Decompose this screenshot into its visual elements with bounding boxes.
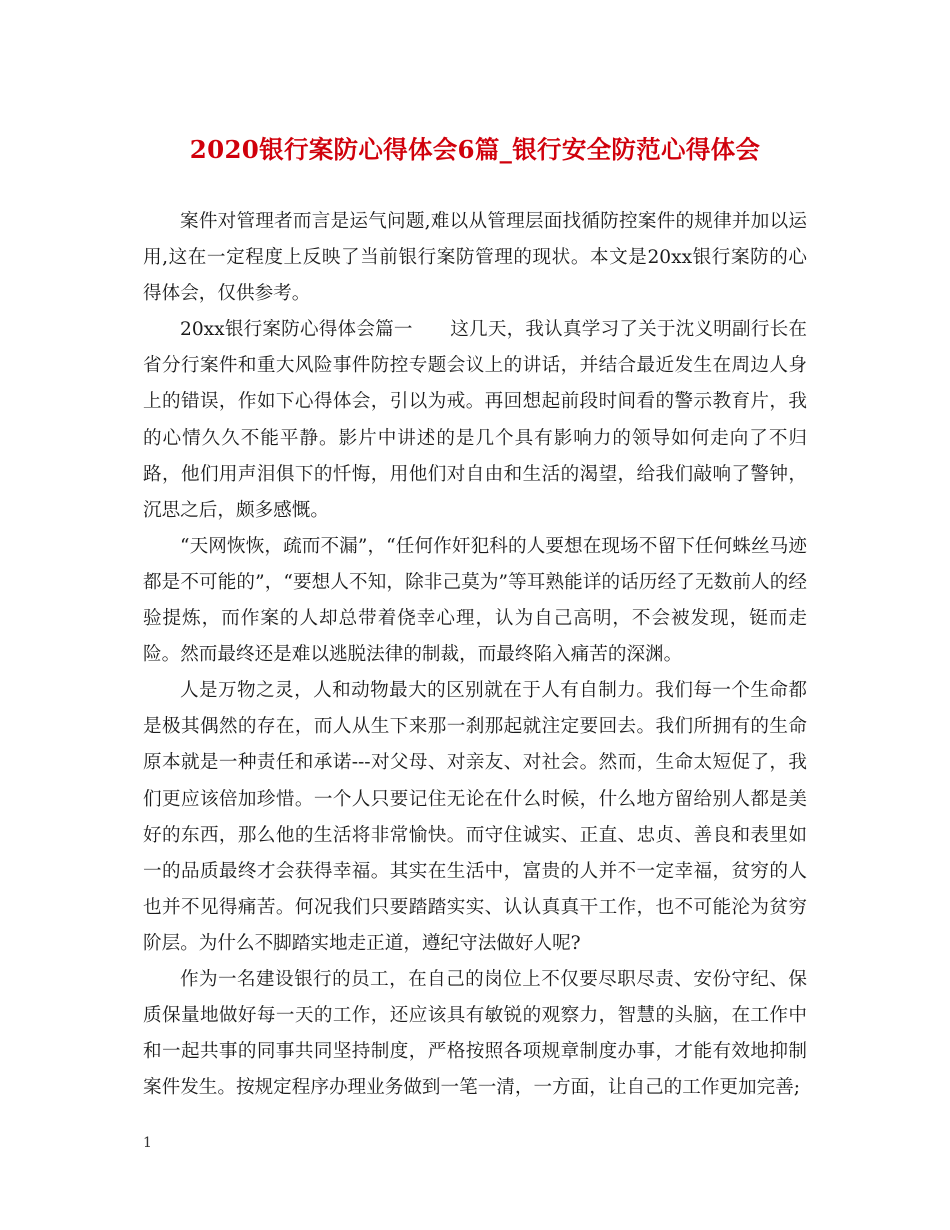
paragraph-article-one: 20xx银行案防心得体会篇一 这几天，我认真学习了关于沈义明副行长在省分行案件和重大风险事件防控专题会议上的讲话，并结合最近发生在周边人身上的错误，作如下心得体会，引以为戒。再回想起前段时间看的警示教育片，我的心情久久不能平静。影片中讲述的是几个具有影响力的领导如何走向了不归路，他们用声泪俱下的忏悔，用他们对自由和生活的渴望，给我们敲响了警钟，沉思之后，颇多感慨。: [143, 319, 807, 521]
page-number: 1: [143, 1135, 152, 1151]
document-body: [143, 204, 807, 1106]
paragraph-life: 人是万物之灵，人和动物最大的区别就在于人有自制力。我们每一个生命都是极其偶然的存在，而人从生下来那一刹那起就注定要回去。我们所拥有的生命原本就是一种责任和承诺---对父母、对亲友、对社会。然而，生命太短促了，我们更应该倍加珍惜。一个人只要记住无论在什么时候，什么地方留给别人都是美好的东西，那么他的生活将非常愉快。而守住诚实、正直、忠贞、善良和表里如一的品质最终才会获得幸福。其实在生活中，富贵的人并不一定幸福，贫穷的人也并不见得痛苦。何况我们只要踏踏实实、认认真真干工作，也不可能沦为贫穷阶层。为什么不脚踏实地走正道，遵纪守法做好人呢?: [143, 680, 807, 954]
document-title: 2020银行案防心得体会6篇_银行安全防范心得体会: [189, 135, 761, 164]
paragraph-intro: 案件对管理者而言是运气问题,难以从管理层面找循防控案件的规律并加以运用,这在一定程度上反映了当前银行案防管理的现状。本文是20xx银行案防的心得体会，仅供参考。: [143, 211, 807, 305]
paragraph-employee-duty: 作为一名建设银行的员工，在自己的岗位上不仅要尽职尽责、安份守纪、保质保量地做好每一天的工作，还应该具有敏锐的观察力，智慧的头脑，在工作中和一起共事的同事共同坚持制度，严格按照各项规章制度办事，才能有效地抑制案件发生。按规定程序办理业务做到一笔一清，一方面，让自己的工作更加完善;: [143, 968, 807, 1099]
paragraph-proverbs: “天网恢恢，疏而不漏”，“任何作奸犯科的人要想在现场不留下任何蛛丝马迹都是不可能的”，“要想人不知，除非己莫为”等耳熟能详的话历经了无数前人的经验提炼，而作案的人却总带着侥幸心理，认为自己高明，不会被发现，铤而走险。然而最终还是难以逃脱法律的制裁，而最终陷入痛苦的深渊。: [143, 535, 807, 666]
